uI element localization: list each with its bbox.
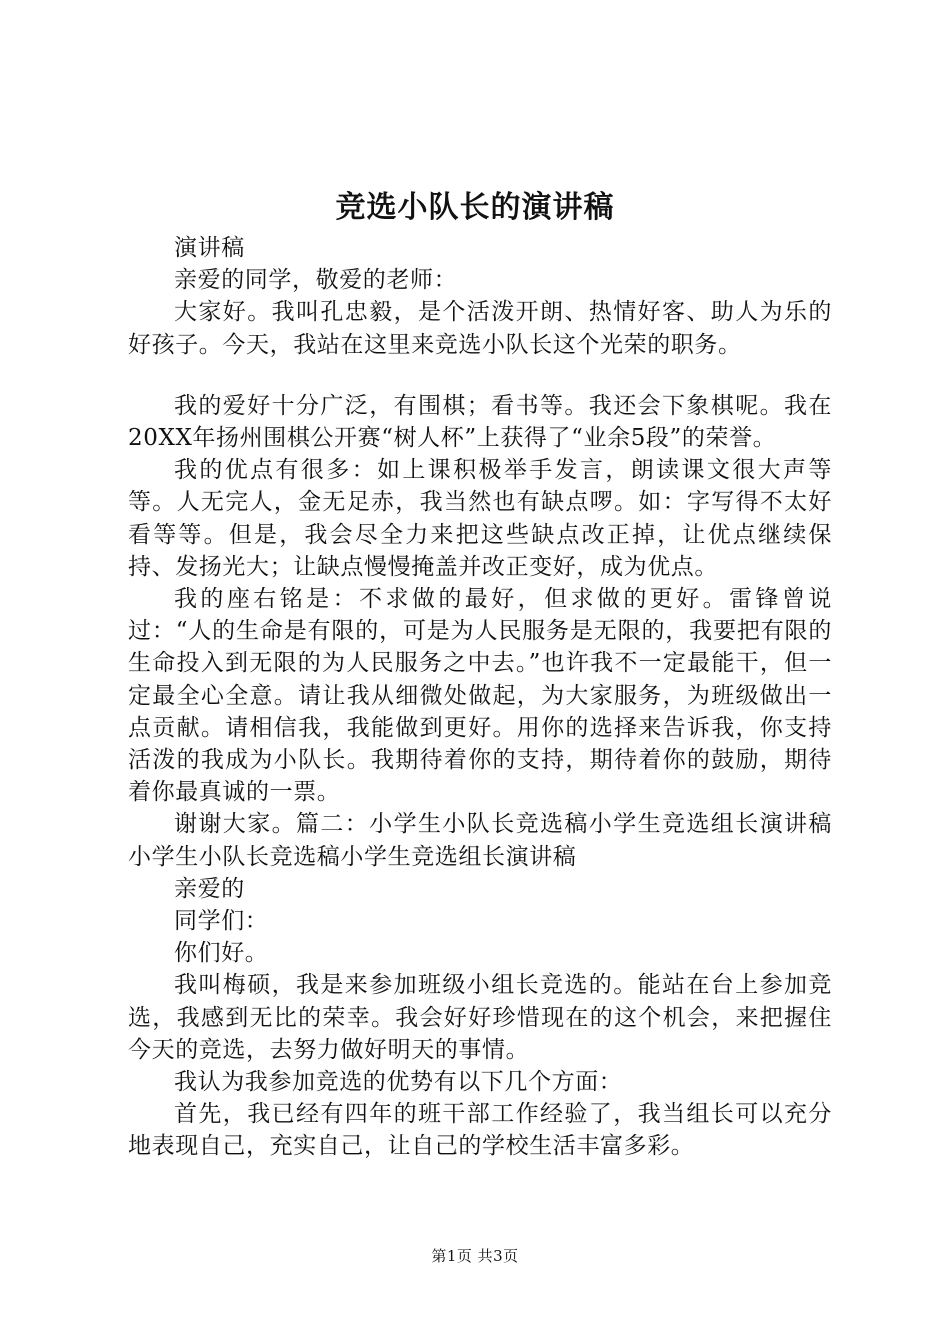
page-number-footer: 第1页 共3页 [431,1247,519,1265]
paragraph: 我的座右铭是：不求做的最好，但求做的更好。雷锋曾说过：“人的生命是有限的，可是为人民服务是无限的，我要把有限的生命投入到无限的为人民服务之中去。”也许我不一定最能干，但一定最全心全意。请让我从细微处做起，为大家服务，为班级做出一点贡献。请相信我，我能做到更好。用你的选择来告诉我，你支持活泼的我成为小队长。我期待着你的支持，期待着你的鼓励，期待着你最真诚的一票。 [128,586,832,806]
paragraph: 演讲稿 [174,235,245,261]
document-title: 竞选小队长的演讲稿 [335,190,615,225]
paragraph: 同学们： [174,908,269,935]
paragraph: 大家好。我叫孔忠毅，是个活泼开朗、热情好客、助人为乐的好孩子。今天，我站在这里来竞选小队长这个光荣的职务。 [128,299,832,358]
paragraph: 亲爱的同学，敬爱的老师： [174,267,458,294]
paragraph: 谢谢大家。篇二：小学生小队长竞选稿小学生竞选组长演讲稿小学生小队长竞选稿小学生竞选组长演讲稿 [128,811,832,870]
paragraph: 亲爱的 [174,875,245,902]
paragraph: 首先，我已经有四年的班干部工作经验了，我当组长可以充分地表现自己，充实自己，让自己的学校生活丰富多彩。 [128,1101,832,1160]
paragraph: 你们好。 [174,940,269,967]
document-body [128,232,832,1163]
paragraph: 我的优点有很多：如上课积极举手发言，朗读课文很大声等等。人无完人，金无足赤，我当然也有缺点啰。如：字写得不太好看等等。但是，我会尽全力来把这些缺点改正掉，让优点继续保持、发扬光大；让缺点慢慢掩盖并改正变好，成为优点。 [128,457,832,580]
paragraph: 我叫梅硕，我是来参加班级小组长竞选的。能站在台上参加竞选，我感到无比的荣幸。我会好好珍惜现在的这个机会，来把握住今天的竞选，去努力做好明天的事情。 [128,972,832,1063]
paragraph: 我的爱好十分广泛，有围棋；看书等。我还会下象棋呢。我在20XX年扬州围棋公开赛“树人杯”上获得了“业余5段”的荣誉。 [128,392,832,452]
paragraph: 我认为我参加竞选的优势有以下几个方面： [174,1069,623,1096]
